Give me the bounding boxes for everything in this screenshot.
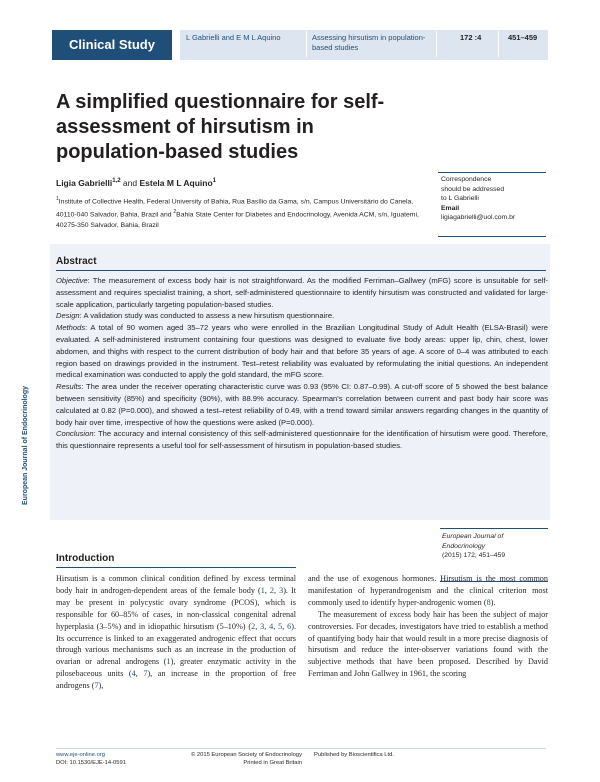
running-title: Assessing hirsutism in population-based studies — [312, 33, 426, 52]
affiliation: Institute of Collective Health, Federal University of Bahia, Rua Basílio da Gama, s/n, Campus Universitário do Canela, 40110-040 Salvador, Bahia, Brazil and — [56, 198, 414, 219]
side-journal-label — [22, 305, 38, 505]
header-divider — [498, 31, 499, 57]
corr-line: should be addressed — [441, 185, 505, 193]
corr-line: Correspondence — [441, 176, 492, 183]
volume-issue: 172 :4 — [460, 33, 482, 42]
divider — [56, 567, 296, 568]
abstract-body: : The area under the receiver operating characteristic curve was 0.93 (95% CI: 0.87–0.99). A cut-off score of 5 showed the best balance between sensitivity (85%) and specificity (90%), with 88.9% accuracy. Spearman's correlation between current and past body hair score was calculated at 0.82 (P=0.000), and showed a test–retest reliability of 0.49, with a trend toward similar answers regarding changes in the quantity of body hair over time, irrespective of how the questions were asked (P=0.000). — [56, 382, 548, 427]
intro-paragraph: The measurement of excess body hair has been the subject of major controversies. For decades, investigators have tried to establish a method of quantifying body hair that would result in a more precise diagnosis of hirsutism and reduce the inter-observer variations found with the subjective methods that have been proposed. Described by David Ferriman and John Gallwey in 1961, the scoring — [308, 609, 548, 679]
body-text: , — [274, 585, 280, 595]
abstract-body: : The accuracy and internal consistency of this self-administered questionnaire for the identification of hirsutism were good. Therefore, this questionnaire represents a useful tool for self-assessment of hirsutism in population-based studies. — [56, 429, 548, 451]
author-conjunction: and — [120, 178, 140, 188]
citation-link[interactable]: 3 — [260, 621, 265, 631]
article-title: A simplified questionnaire for self-assessment of hirsutism in population-based studies — [56, 91, 385, 163]
body-text: ), — [98, 681, 104, 691]
correspondence-box — [441, 175, 541, 223]
divider — [56, 270, 546, 271]
abstract-heading: Abstract — [56, 256, 97, 267]
abstract-label: Objective — [56, 276, 88, 285]
divider — [438, 172, 546, 173]
citation-link[interactable]: 7 — [94, 681, 99, 691]
body-text: , — [264, 621, 270, 631]
intro-heading: Introduction — [56, 553, 115, 564]
affiliations — [56, 194, 426, 231]
printed-text: Printed in Great Britain — [243, 759, 302, 766]
body-text: , — [255, 621, 261, 631]
abstract-label: Conclusion — [56, 429, 94, 439]
body-text: ), an increase in the proportion of free androgens ( — [56, 669, 297, 691]
author-affil-sup: 1 — [212, 178, 217, 185]
citation-link[interactable]: 7 — [143, 669, 148, 679]
abstract-label: Design — [56, 311, 80, 321]
copyright-text: © 2015 European Society of Endocrinology — [191, 752, 302, 758]
intro-paragraph — [56, 573, 296, 692]
abstract-label: Methods — [56, 323, 86, 333]
header-divider — [306, 31, 307, 57]
abstract-body: : The measurement of excess body hair is not straightforward. As the modified Ferriman–Gallwey (mFG) score is unsuitable for self-assessment and requires specialist training, a short, self-administered questionnaire to identify hirsutism was constructed and validated for large-scale application, particularly targeting population-based studies. — [56, 276, 548, 309]
affiliation: Bahia State Center for Diabetes and Endocrinology, Avenida ACM, s/n, Iguatemi, 40275-350 Salvador, Bahia, Brazil — [56, 211, 419, 229]
author-line — [56, 178, 216, 188]
body-text: ), greater enzymatic activity in the pilosebaceous units ( — [56, 657, 296, 679]
divider — [438, 236, 546, 237]
body-text: ). Its occurrence is linked to an exaggerated androgenic effect that occurs through various mechanisms such as an increase in the production of ovarian or adrenal androgens ( — [56, 621, 297, 667]
body-text: , — [282, 621, 288, 631]
abstract-design — [56, 310, 548, 322]
citation-link[interactable]: 4 — [131, 669, 136, 679]
body-text: Hirsutism is a common clinical condition defined by excess terminal body hair in androgen-dependent areas of the female body ( — [56, 574, 296, 595]
citation-link[interactable]: 2 — [251, 621, 256, 631]
citation-link[interactable]: 2 — [269, 585, 274, 595]
citation-link[interactable]: 1 — [260, 585, 265, 595]
abstract-body: : A validation study was conducted to assess a new hirsutism questionnaire. — [79, 311, 335, 321]
citation-link[interactable]: 3 — [279, 585, 284, 595]
body-text: and the use of exogenous hormones. Hirsutism is the most common manifestation of hyperandrogenism and the clinical criterion most commonly used to identify hyper-androgenic women ( — [308, 574, 548, 607]
corr-email-label: Email — [441, 204, 460, 212]
citation-link[interactable]: 8 — [486, 597, 491, 607]
intro-paragraph — [308, 573, 548, 609]
corr-email-link[interactable]: ligiagabrielli@uol.com.br — [441, 214, 516, 221]
body-text: ). — [490, 597, 496, 607]
footer-publisher: Published by Bioscientifica Ltd. — [314, 752, 394, 758]
journal-ref-line: European Journal of — [442, 533, 504, 540]
abstract-objective — [56, 275, 548, 310]
journal-ref-line: (2015) 172, 451–459 — [442, 552, 506, 559]
journal-reference — [442, 532, 548, 561]
footer-doi: DOI: 10.1530/EJE-14-0591 — [56, 760, 126, 766]
side-journal-text: European Journal of Endocrinology — [22, 385, 29, 505]
citation-link[interactable]: 4 — [269, 621, 274, 631]
affil-sup: 1 — [56, 196, 59, 202]
intro-column-left — [56, 573, 296, 692]
footer-website-link[interactable]: www.eje-online.org — [56, 752, 105, 758]
citation-link[interactable]: 5 — [278, 621, 283, 631]
footer-copyright — [152, 752, 302, 767]
body-text: , — [264, 585, 270, 595]
body-text: ). It may be present in polycystic ovary syndrome (PCOS), which is responsible for 60–85% of cases, in non-classical congenital adrenal hyperplasia (3–5%) and in idiopathic hirsutism (5–10%) ( — [56, 585, 297, 631]
section-label: Clinical Study — [52, 30, 172, 60]
abstract-results — [56, 381, 548, 428]
intro-column-right — [308, 573, 548, 680]
abstract-conclusion — [56, 428, 548, 452]
journal-ref-line: Endocrinology — [442, 542, 486, 550]
corr-line: to L Gabrielli — [441, 195, 479, 202]
page-range: 451–459 — [508, 33, 538, 42]
abstract-label: Results — [56, 382, 82, 392]
running-authors: L Gabrielli and E M L Aquino — [186, 33, 281, 42]
abstract-body: : A total of 90 women aged 35–72 years who were enrolled in the Brazilian Longitudinal Study of Adult Health (ELSA-Brasil) were evaluated. A self-administered instrument containing four questions was designed to evaluate five body areas: upper lip, chin, chest, lower abdomen, and thighs with respect to the current distribution of body hair and that before 35 years of age. A score of 0–4 was attributed to each region based on drawings provided in the instrument. Test–retest reliability was evaluated by reformulating the initial questions. An independent medical examination was conducted to apply the gold standard, the mFG score. — [56, 323, 548, 380]
affil-sup: 2 — [173, 209, 177, 216]
citation-link[interactable]: 6 — [287, 621, 292, 631]
citation-link[interactable]: 1 — [166, 657, 171, 667]
body-text: , — [273, 621, 279, 631]
abstract-methods — [56, 322, 548, 381]
body-text: , — [135, 669, 144, 679]
author-name: Ligia Gabrielli — [56, 178, 113, 188]
header-divider — [436, 31, 437, 57]
author-name: Estela M L Aquino — [139, 178, 213, 188]
divider — [440, 528, 548, 529]
abstract-text — [56, 275, 548, 452]
author-affil-sup: 1,2 — [112, 178, 121, 185]
footer-divider — [56, 748, 546, 749]
